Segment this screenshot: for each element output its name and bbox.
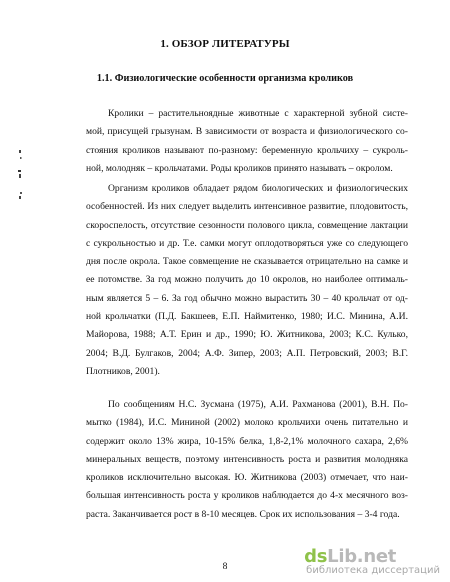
paragraph-line: стояния кроликов называют по-разному: беременную крольчиху – сукроль- (86, 144, 408, 156)
paragraph-1 (86, 105, 408, 178)
paragraph-line: ной, молодняк – крольчатами. Роды кроликов принято называть – окролом. (86, 162, 393, 174)
page-number: 8 (222, 561, 228, 572)
watermark-subtitle: библиотека диссертаций (306, 565, 440, 576)
dslib-watermark (304, 548, 440, 576)
paragraph-line: Кролики – растительноядные животные с характерной зубной систе- (108, 108, 408, 119)
paragraph-line: ее потомстве. За год можно получить до 10 окролов, но наиболее оптималь- (86, 274, 408, 286)
paragraph-line: раста. Заканчивается рост в 8-10 месяцев. Срок их использования – 3-4 года. (86, 508, 400, 520)
watermark-text (304, 548, 440, 576)
paragraph-line: с сукрольностью и др. Т.е. самки могут оплодотворяться уже со следующего (86, 237, 408, 249)
paragraph-3 (86, 396, 408, 524)
paragraph-line: Плотников, 2001). (86, 365, 160, 377)
paragraph-line: содержит около 13% жира, 10-15% белка, 1,8-2,1% молочного сахара, 2,6% (86, 435, 408, 447)
paragraph-line: По сообщениям Н.С. Зусмана (1975), А.И. Рахманова (2001), В.Н. По- (108, 399, 408, 410)
watermark-logo-prefix: ds (304, 546, 328, 567)
paragraph-2 (86, 180, 408, 381)
paragraph-line: минеральных веществ, поэтому интенсивность роста и развития молодняка (86, 453, 408, 465)
paragraph-line: Майорова, 1988; А.Т. Ерин и др., 1990; Ю. Житникова, 2003; К.С. Кулько, (86, 329, 408, 341)
paragraph-line: мытко (1984), И.С. Мининой (2002) молоко крольчихи очень питательно и (86, 417, 408, 429)
watermark-logo (304, 548, 396, 566)
watermark-logo-rest: Lib.net (327, 546, 397, 567)
scan-margin-marks (14, 148, 28, 218)
paragraph-line: Организм кроликов обладает рядом биологических и физиологических (108, 183, 408, 194)
paragraph-line: мой, присущей грызунам. В зависимости от возраста и физиологического со- (86, 126, 408, 138)
paragraph-line: кроликов исключительно высокая. Ю. Житникова (2003) отмечает, что наи- (86, 472, 408, 484)
paragraph-line: ным является 5 – 6. За год обычно можно вырастить 30 – 40 крольчат от од- (86, 292, 408, 304)
paragraph-line: особенностей. Из них следует выделить интенсивное развитие, плодовитость, (86, 201, 408, 213)
paragraph-line: 2004; В.Д. Булгаков, 2004; А.Ф. Зипер, 2003; А.П. Петровский, 2003; В.Г. (86, 347, 408, 359)
chapter-title: 1. ОБЗОР ЛИТЕРАТУРЫ (160, 38, 290, 50)
paragraph-line: дня после окрола. Такое совмещение не сказывается отрицательно на самке и (86, 256, 408, 268)
paragraph-line: большая интенсивность роста у кроликов наблюдается до 4-х месячного воз- (86, 490, 408, 502)
paragraph-line: скороспелость, отсутствие сезонности полового цикла, совмещение лактации (86, 219, 408, 231)
section-title: 1.1. Физиологические особенности организма кроликов (96, 73, 354, 84)
paragraph-line: ной крольчатки (П.Д. Бакшеев, Е.П. Наймитенко, 1980; И.С. Минина, А.И. (86, 311, 408, 323)
